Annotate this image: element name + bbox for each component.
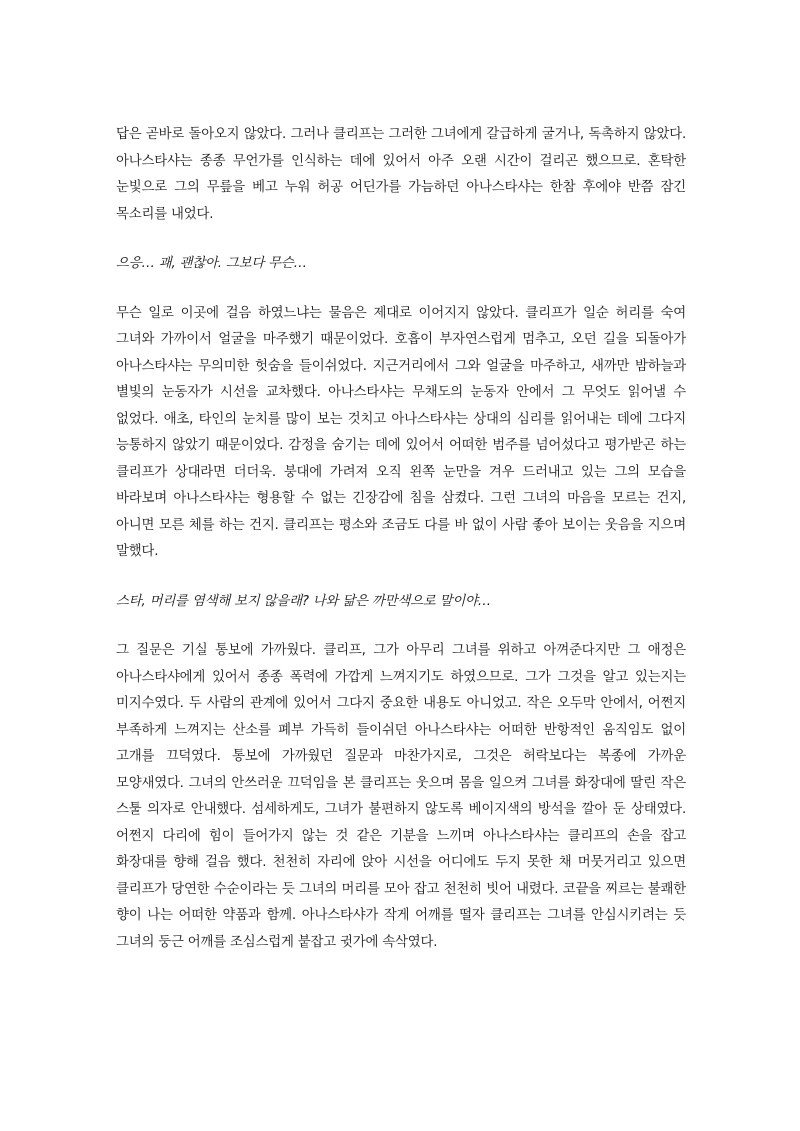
dialogue-line: 으응… 괘, 괜찮아. 그보다 무슨… xyxy=(116,256,307,271)
body-paragraph: 그 질문은 기실 통보에 가까웠다. 클리프, 그가 아무리 그녀를 위하고 아껴준다지만 그 애정은 아나스타샤에게 있어서 종종 폭력에 가깝게 느껴지기도 하였으므로. 그가 그것을 알고 있는지는 미지수였다. 두 사람의 관계에 있어서 그다지 중요한 내용도 아니었고. 작은 오두막 안에서, 어쩐지 부족하게 느껴지는 산소를 폐부 가득히 들이쉬던 아나스타샤는 어떠한 반항적인 움직임도 없이 고개를 끄덕였다. 통보에 가까웠던 질문과 마찬가지로, 그것은 허락보다는 복종에 가까운 모양새였다. 그녀의 안쓰러운 끄덕임을 본 클리프는 웃으며 몸을 일으켜 그녀를 화장대에 딸린 작은 스툴 의자로 안내했다. 섬세하게도, 그녀가 불편하지 않도록 베이지색의 방석을 깔아 둔 상태였다. 어쩐지 다리에 힘이 들어가지 않는 것 같은 기분을 느끼며 아나스타샤는 클리프의 손을 잡고 화장대를 향해 걸음 했다. 천천히 자리에 앉아 시선을 어디에도 두지 못한 채 머뭇거리고 있으면 클리프가 당연한 수순이라는 듯 그녀의 머리를 모아 잡고 천천히 빗어 내렸다. 코끝을 찌르는 불쾌한 향이 나는 어떠한 약품과 함께. 아나스타샤가 작게 어깨를 떨자 클리프는 그녀를 안심시키려는 듯 그녀의 둥근 어깨를 조심스럽게 붙잡고 귓가에 속삭였다. xyxy=(116,643,686,950)
body-paragraph: 무슨 일로 이곳에 걸음 하였느냐는 물음은 제대로 이어지지 않았다. 클리프가 일순 허리를 숙여 그녀와 가까이서 얼굴을 마주했기 때문이었다. 호흡이 부자연스럽게 멈추고, 오던 길을 되돌아가 아나스타샤는 무의미한 헛숨을 들이쉬었다. 지근거리에서 그와 얼굴을 마주하고, 새까만 밤하늘과 별빛의 눈동자가 시선을 교차했다. 아나스타샤는 무채도의 눈동자 안에서 그 무엇도 읽어낼 수 없었다. 애초, 타인의 눈치를 많이 보는 것치고 아나스타샤는 상대의 심리를 읽어내는 데에 그다지 능통하지 않았기 때문이었다. 감정을 숨기는 데에 있어서 어떠한 범주를 넘어섰다고 평가받곤 하는 클리프가 상대라면 더더욱. 붕대에 가려져 오직 왼쪽 눈만을 겨우 드러내고 있는 그의 모습을 바라보며 아나스타샤는 형용할 수 없는 긴장감에 침을 삼켰다. 그런 그녀의 마음을 모르는 건지, 아니면 모른 체를 하는 건지. 클리프는 평소와 조금도 다를 바 없이 사람 좋아 보이는 웃음을 지으며 말했다. xyxy=(116,305,686,559)
body-paragraph: 답은 곧바로 돌아오지 않았다. 그러나 클리프는 그러한 그녀에게 갈급하게 굴거나, 독촉하지 않았다. 아나스타샤는 종종 무언가를 인식하는 데에 있어서 아주 오랜 시간이 걸리곤 했으므로. 혼탁한 눈빛으로 그의 무릎을 베고 누워 허공 어딘가를 가늠하던 아나스타샤는 한참 후에야 반쯤 잠긴 목소리를 내었다. xyxy=(116,127,686,222)
document-page xyxy=(116,122,686,956)
dialogue-line: 스타, 머리를 염색해 보지 않을래? 나와 닮은 까만색으로 말이야… xyxy=(116,593,491,609)
